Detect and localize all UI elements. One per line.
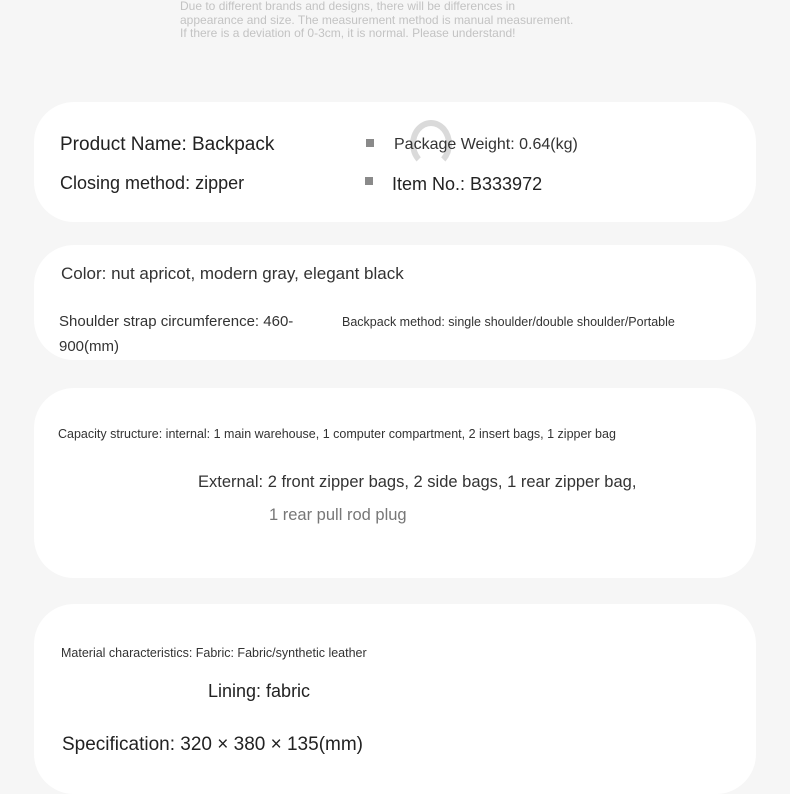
disclaimer-line: If there is a deviation of 0-3cm, it is normal. Please understand! [180, 26, 516, 40]
capacity-card [34, 388, 756, 578]
disclaimer-note [180, 0, 573, 41]
disclaimer-line: appearance and size. The measurement method is manual measurement. [180, 12, 574, 27]
color-options: Color: nut apricot, modern gray, elegant black [61, 264, 404, 283]
material-characteristics: Material characteristics: Fabric: Fabric/synthetic leather [61, 646, 367, 660]
shoulder-strap-line2: 900(mm) [59, 338, 120, 355]
bullet-icon [366, 139, 374, 147]
disclaimer-line: Due to different brands and designs, there will be differences in [180, 0, 516, 13]
package-weight: Package Weight: 0.64(kg) [394, 136, 578, 153]
shoulder-strap-line1: Shoulder strap circumference: 460- [59, 313, 294, 330]
material-card [34, 604, 756, 794]
product-name: Product Name: Backpack [60, 134, 275, 155]
bullet-icon [365, 177, 373, 185]
backpack-method: Backpack method: single shoulder/double shoulder/Portable [342, 315, 675, 329]
specification: Specification: 320 × 380 × 135(mm) [62, 734, 364, 755]
closing-method: Closing method: zipper [60, 173, 245, 193]
capacity-structure: Capacity structure: internal: 1 main warehouse, 1 computer compartment, 2 insert bags, 1 zipper bag [58, 427, 616, 441]
external-pockets-line1: External: 2 front zipper bags, 2 side bags, 1 rear zipper bag, [198, 473, 637, 491]
external-pockets-line2: 1 rear pull rod plug [269, 506, 407, 524]
lining: Lining: fabric [208, 681, 311, 701]
color-strap-card [34, 245, 756, 360]
item-number: Item No.: B333972 [392, 174, 543, 194]
basic-info-card [34, 102, 756, 222]
